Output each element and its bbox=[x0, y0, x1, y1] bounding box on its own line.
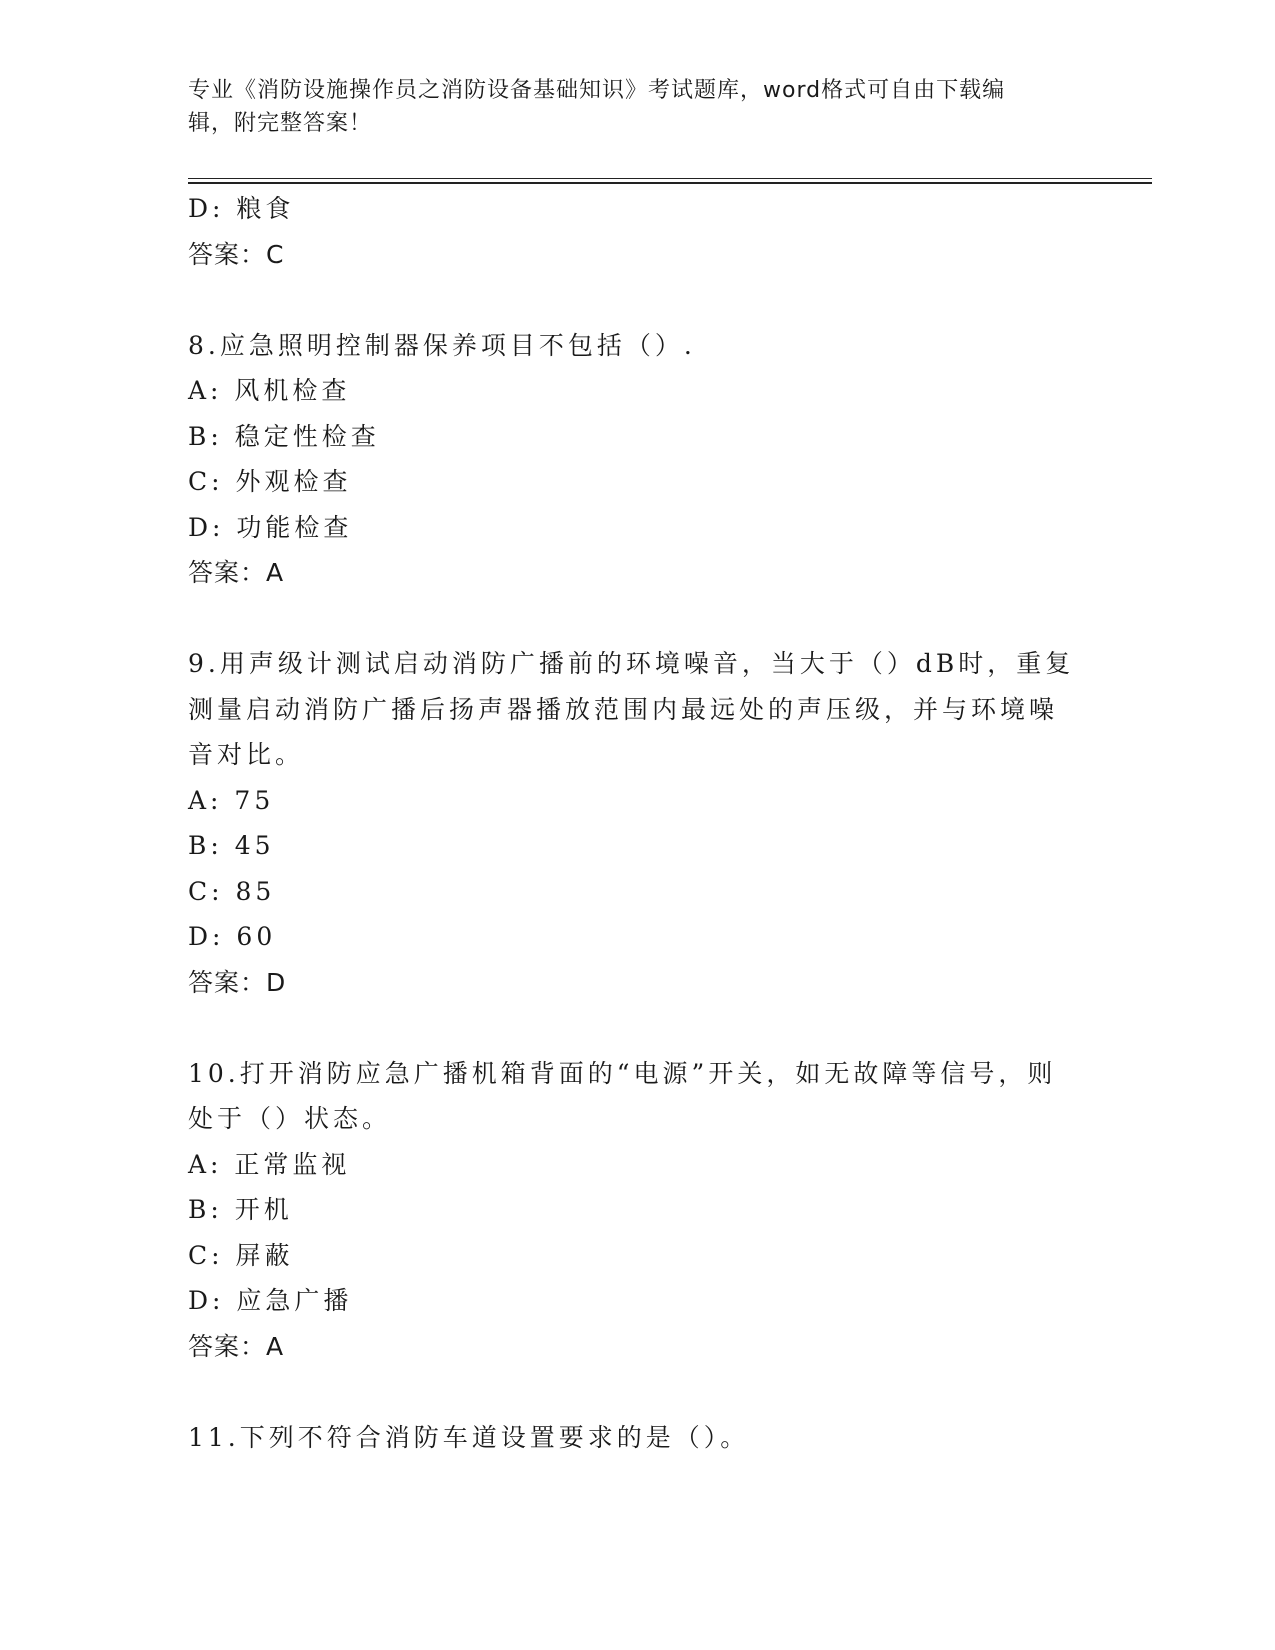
answer-line: 答案：A bbox=[188, 1331, 285, 1361]
option-b: B: 开机 bbox=[188, 1195, 293, 1224]
spacer bbox=[188, 1369, 1088, 1415]
option-c: C: 85 bbox=[188, 876, 276, 906]
question-10 bbox=[188, 1051, 1088, 1370]
header-line-1: 专业《消防设施操作员之消防设备基础知识》考试题库，word格式可自由下载编 bbox=[188, 78, 1006, 103]
question-stem-line: 10.打开消防应急广播机箱背面的“电源”开关，如无故障等信号，则 bbox=[188, 1058, 1057, 1088]
question-stem-line: 8.应急照明控制器保养项目不包括（）. bbox=[188, 330, 696, 360]
header-line-2: 辑，附完整答案！ bbox=[188, 111, 373, 136]
question-stem-line: 音对比。 bbox=[188, 740, 305, 769]
option-a: A: 风机检查 bbox=[188, 376, 351, 405]
spacer bbox=[188, 1005, 1088, 1051]
answer-line: 答案：C bbox=[188, 239, 285, 269]
answer-line: 答案：D bbox=[188, 967, 287, 997]
answer-line: 答案：A bbox=[188, 558, 285, 587]
question-8 bbox=[188, 323, 1088, 596]
option-d: D: 应急广播 bbox=[188, 1286, 353, 1315]
question-stem-line: 11.下列不符合消防车道设置要求的是（）。 bbox=[188, 1422, 750, 1452]
question-stem-line: 9.用声级计测试启动消防广播前的环境噪音，当大于（）dB时，重复 bbox=[188, 649, 1075, 678]
question-9 bbox=[188, 641, 1088, 1005]
option-d: D: 功能检查 bbox=[188, 512, 353, 542]
header-rule-thin bbox=[188, 178, 1152, 179]
header-rule-thick bbox=[188, 182, 1152, 184]
question-list bbox=[188, 186, 1088, 1460]
option-c: C: 屏蔽 bbox=[188, 1240, 294, 1270]
question-7-tail bbox=[188, 186, 1088, 277]
option-b: B: 45 bbox=[188, 831, 275, 860]
document-header bbox=[188, 74, 1068, 140]
option-a: A: 正常监视 bbox=[188, 1149, 351, 1179]
option-d: D: 60 bbox=[188, 922, 277, 951]
question-11 bbox=[188, 1415, 1088, 1461]
question-stem-line: 处于（）状态。 bbox=[188, 1104, 392, 1133]
option-d: D: 粮食 bbox=[188, 194, 295, 223]
option-b: B: 稳定性检查 bbox=[188, 421, 380, 451]
spacer bbox=[188, 277, 1088, 323]
question-stem-line: 测量启动消防广播后扬声器播放范围内最远处的声压级，并与环境噪 bbox=[188, 694, 1059, 724]
spacer bbox=[188, 596, 1088, 642]
option-a: A: 75 bbox=[188, 785, 275, 815]
option-c: C: 外观检查 bbox=[188, 467, 352, 496]
